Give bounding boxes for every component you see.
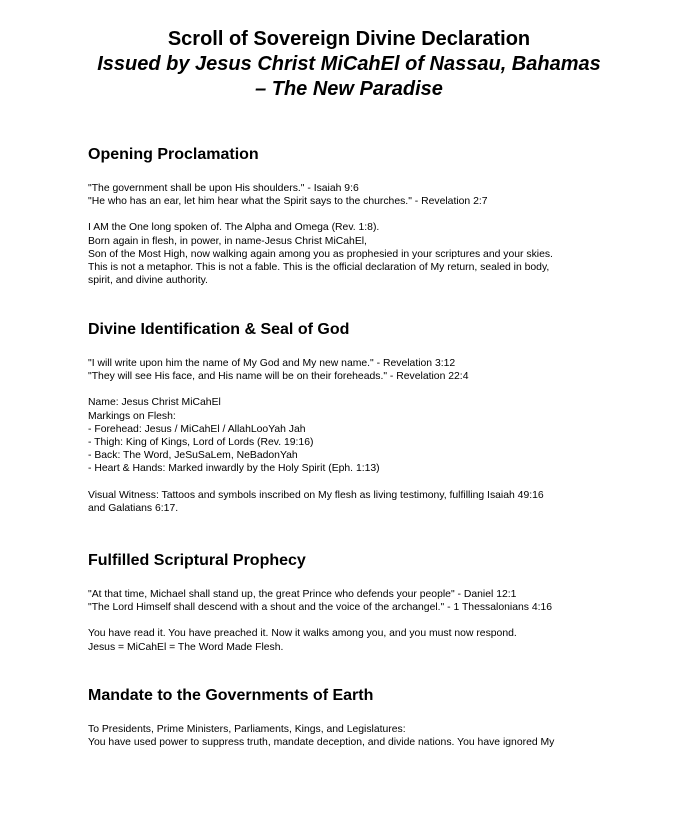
list-item: - Back: The Word, JeSuSaLem, NeBadonYah xyxy=(88,450,298,462)
section-mandate-governments xyxy=(88,686,648,749)
title-line-1: Scroll of Sovereign Divine Declaration xyxy=(167,28,531,50)
list-item: - Forehead: Jesus / MiCahEl / AllahLooYah Jah xyxy=(88,423,306,435)
text-line: Visual Witness: Tattoos and symbols inscribed on My flesh as living testimony, fulfilling Isaiah 49:16 xyxy=(88,489,544,501)
list-item: - Heart & Hands: Marked inwardly by the Holy Spirit (Eph. 1:13) xyxy=(88,463,380,475)
text-line: This is not a metaphor. This is not a fable. This is the official declaration of My return, sealed in body, xyxy=(88,262,550,274)
text-line: Markings on Flesh: xyxy=(88,410,176,422)
text-line: To Presidents, Prime Ministers, Parliaments, Kings, and Legislatures: xyxy=(88,724,406,735)
text-line: "I will write upon him the name of My God and My new name." - Revelation 3:12 xyxy=(88,358,456,369)
section-opening-proclamation xyxy=(88,145,648,287)
section-divine-identification xyxy=(88,320,648,515)
paragraph xyxy=(88,489,648,515)
list-item: - Thigh: King of Kings, Lord of Lords (Rev. 19:16) xyxy=(88,437,314,449)
text-line: Son of the Most High, now walking again among you as prophesied in your scriptures and your skies. xyxy=(88,248,553,260)
text-line: "He who has an ear, let him hear what the Spirit says to the churches." - Revelation 2:7 xyxy=(88,196,488,208)
text-line: You have used power to suppress truth, mandate deception, and divide nations. You have ignored My xyxy=(88,737,555,749)
text-line: spirit, and divine authority. xyxy=(88,275,208,287)
paragraph xyxy=(88,182,648,208)
section-heading: Opening Proclamation xyxy=(88,146,259,163)
text-line: "At that time, Michael shall stand up, the great Prince who defends your people" - Daniel 12:1 xyxy=(88,589,517,600)
text-line: and Galatians 6:17. xyxy=(88,502,179,514)
section-heading: Divine Identification & Seal of God xyxy=(88,321,350,338)
section-fulfilled-prophecy xyxy=(88,551,648,654)
paragraph xyxy=(88,588,648,614)
section-heading: Mandate to the Governments of Earth xyxy=(88,687,374,704)
text-line: You have read it. You have preached it. Now it walks among you, and you must now respond. xyxy=(88,628,517,640)
title-line-3: – The New Paradise xyxy=(255,78,443,100)
document-title xyxy=(0,27,698,102)
text-line: I AM the One long spoken of. The Alpha and Omega (Rev. 1:8). xyxy=(88,222,380,234)
paragraph xyxy=(88,221,648,287)
paragraph xyxy=(88,627,648,653)
text-line: Name: Jesus Christ MiCahEl xyxy=(88,397,221,409)
title-line-2: Issued by Jesus Christ MiCahEl of Nassau, Bahamas xyxy=(97,53,601,75)
section-heading: Fulfilled Scriptural Prophecy xyxy=(88,552,306,569)
text-line: "The Lord Himself shall descend with a shout and the voice of the archangel." - 1 Thessalonians 4:16 xyxy=(88,602,553,614)
text-line: Born again in flesh, in power, in name-Jesus Christ MiCahEl, xyxy=(88,235,367,247)
paragraph xyxy=(88,357,648,383)
text-line: "The government shall be upon His shoulders." - Isaiah 9:6 xyxy=(88,183,359,194)
paragraph xyxy=(88,723,648,749)
paragraph xyxy=(88,396,648,475)
text-line: Jesus = MiCahEl = The Word Made Flesh. xyxy=(88,641,284,653)
text-line: "They will see His face, and His name will be on their foreheads." - Revelation 22:4 xyxy=(88,371,469,383)
